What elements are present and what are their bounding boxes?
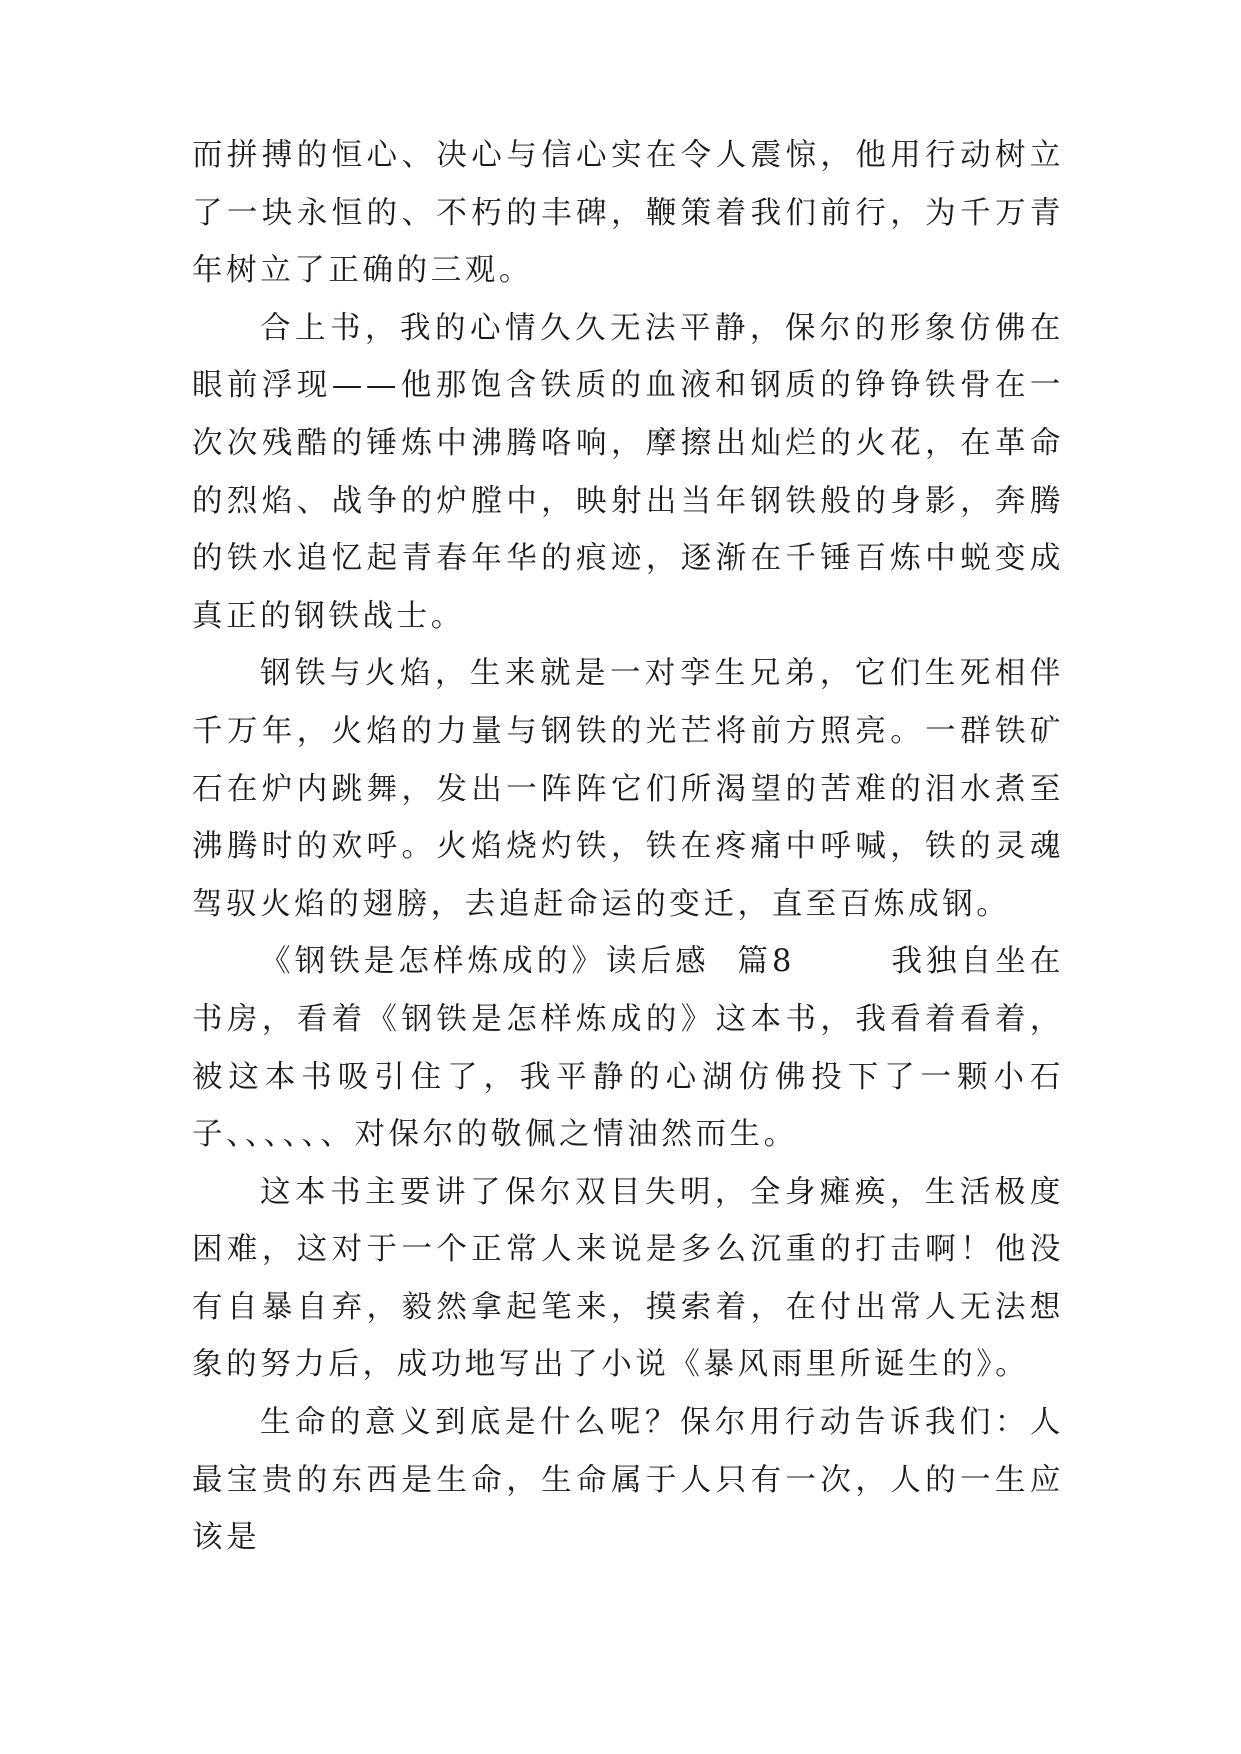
paragraph: 这本书主要讲了保尔双目失明，全身瘫痪，生活极度困难，这对于一个正常人来说是多么沉重的打击啊！他没有自暴自弃，毅然拿起笔来，摸索着，在付出常人无法想象的努力后，成功地写出了小说《暴风雨里所诞生的》。 bbox=[192, 1174, 1064, 1383]
paragraph: 钢铁与火焰，生来就是一对孪生兄弟，它们生死相伴千万年，火焰的力量与钢铁的光芒将前方照亮。一群铁矿石在炉内跳舞，发出一阵阵它们所渴望的苦难的泪水煮至沸腾时的欢呼。火焰烧灼铁，铁在疼痛中呼喊，铁的灵魂驾驭火焰的翅膀，去追赶命运的变迁，直至百炼成钢。 bbox=[192, 656, 1064, 922]
paragraph: 合上书，我的心情久久无法平静，保尔的形象仿佛在眼前浮现——他那饱含铁质的血液和钢质的铮铮铁骨在一次次残酷的锤炼中沸腾咯响，摩擦出灿烂的火花，在革命的烈焰、战争的炉膛中，映射出当年钢铁般的身影，奔腾的铁水追忆起青春年华的痕迹，逐渐在千锤百炼中蜕变成真正的钢铁战士。 bbox=[192, 310, 1064, 634]
paragraph: 而拼搏的恒心、决心与信心实在令人震惊，他用行动树立了一块永恒的、不朽的丰碑，鞭策着我们前行，为千万青年树立了正确的三观。 bbox=[192, 138, 1064, 289]
paragraph: 《钢铁是怎样炼成的》读后感 篇8 我独自坐在书房，看着《钢铁是怎样炼成的》这本书，我看着看着，被这本书吸引住了，我平静的心湖仿佛投下了一颗小石子、、、、、、对保尔的敬佩之情油然而生。 bbox=[192, 944, 1064, 1153]
document-body bbox=[192, 127, 1064, 1567]
paragraph: 生命的意义到底是什么呢？保尔用行动告诉我们：人最宝贵的东西是生命，生命属于人只有一次，人的一生应该是 bbox=[192, 1405, 1064, 1556]
